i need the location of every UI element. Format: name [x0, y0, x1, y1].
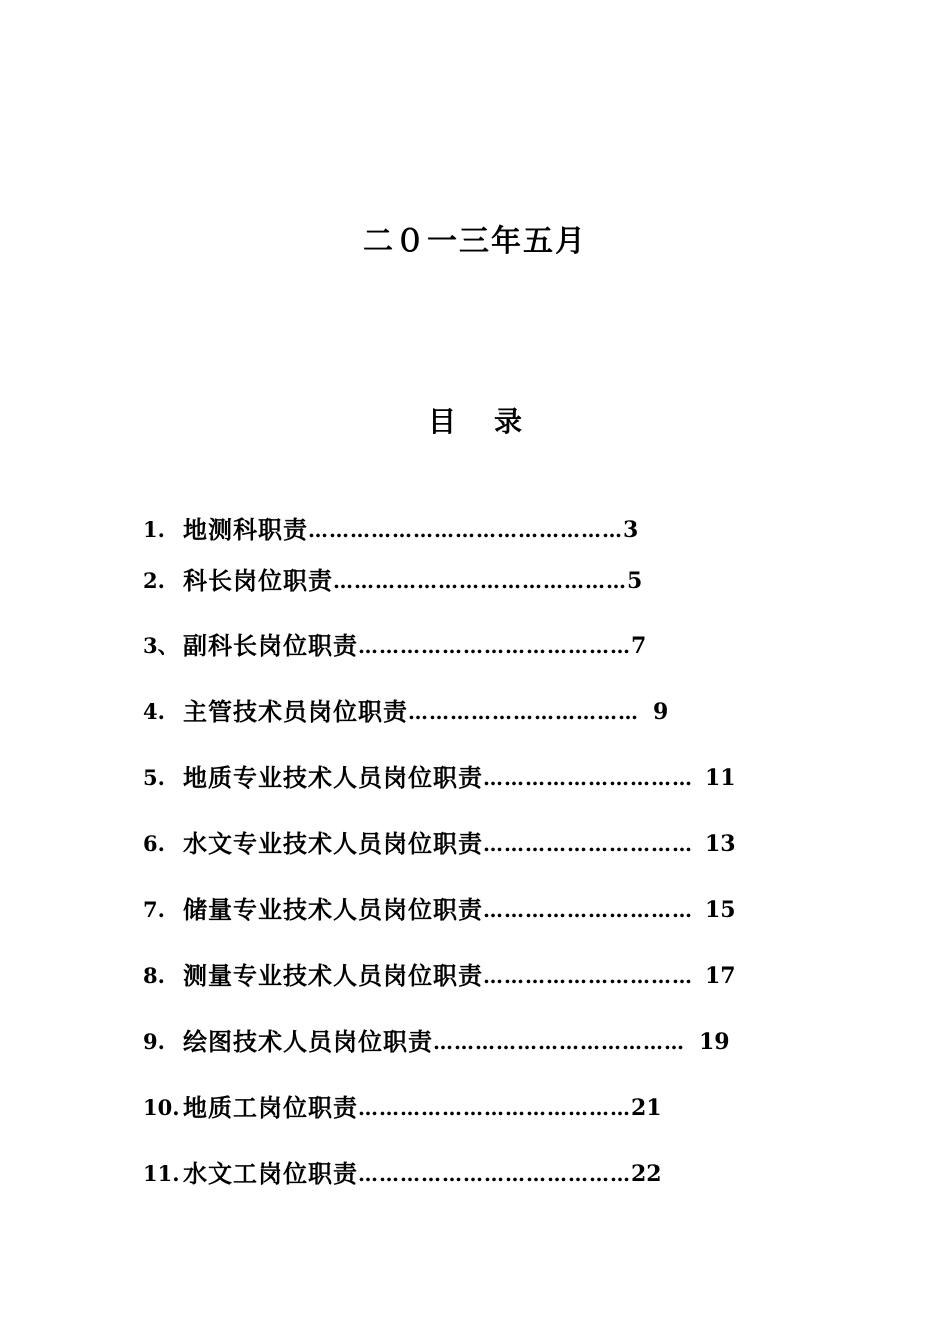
- toc-entry-number: 9.: [143, 1029, 165, 1054]
- toc-entry-leader: ………………………………: [433, 1030, 685, 1054]
- toc-entry[interactable]: [143, 1024, 743, 1060]
- toc-entry-page: 11: [705, 765, 736, 791]
- toc-entry-leader: …………………………: [483, 898, 693, 922]
- toc-entry-page: 15: [705, 897, 736, 923]
- toc-entry-label: 地测科职责: [183, 515, 308, 544]
- toc-entry-number: 4.: [143, 699, 165, 724]
- toc-entry-leader: ………………………………………: [308, 518, 623, 542]
- toc-entry-leader: ……………………………………: [333, 569, 627, 593]
- toc-entry[interactable]: [143, 694, 743, 730]
- toc-entry-page: 22: [631, 1161, 662, 1187]
- document-date: 二０一三年五月: [363, 224, 587, 259]
- toc-entry[interactable]: [143, 1090, 743, 1126]
- toc-entry[interactable]: [143, 826, 743, 862]
- toc-entry-leader: …………………………: [483, 832, 693, 856]
- toc-entry-page: 7: [631, 633, 647, 659]
- toc-entry-page: 9: [653, 699, 669, 725]
- toc-entry-number: 2.: [143, 568, 165, 593]
- toc-entry-leader: …………………………………: [358, 634, 631, 658]
- toc-entry[interactable]: [143, 563, 743, 599]
- toc-entry[interactable]: [143, 892, 743, 928]
- toc-entry[interactable]: [143, 958, 743, 994]
- toc-entry-leader: ……………………………: [408, 700, 639, 724]
- toc-entry-label: 副科长岗位职责: [183, 631, 358, 660]
- toc-entry-page: 17: [705, 963, 736, 989]
- toc-entry-page: 13: [705, 831, 736, 857]
- toc-entry-leader: …………………………: [483, 964, 693, 988]
- toc-entry-label: 地质专业技术人员岗位职责: [183, 763, 483, 792]
- toc-entry-page: 5: [627, 568, 643, 594]
- toc-entry-number: 7.: [143, 897, 165, 922]
- toc-title: 目录: [427, 405, 560, 438]
- toc-entry[interactable]: [143, 760, 743, 796]
- toc-entry-page: 3: [623, 517, 639, 543]
- toc-entry-label: 储量专业技术人员岗位职责: [183, 895, 483, 924]
- toc-entry-label: 地质工岗位职责: [183, 1093, 358, 1122]
- toc-entry-leader: …………………………: [483, 766, 693, 790]
- toc-entry-label: 科长岗位职责: [183, 566, 333, 595]
- toc-entry-number: 11.: [143, 1161, 180, 1186]
- toc-entry[interactable]: [143, 1156, 743, 1192]
- toc-entry-number: 1.: [143, 517, 165, 542]
- toc-entry-page: 21: [631, 1095, 662, 1121]
- toc-entry-leader: …………………………………: [358, 1096, 631, 1120]
- toc-entry-number: 6.: [143, 831, 165, 856]
- toc-entry-page: 19: [699, 1029, 730, 1055]
- toc-entry-leader: …………………………………: [358, 1162, 631, 1186]
- toc-entry[interactable]: [143, 512, 743, 548]
- toc-entry-label: 主管技术员岗位职责: [183, 697, 408, 726]
- toc-entry-number: 5.: [143, 765, 165, 790]
- toc-entry[interactable]: [143, 628, 743, 664]
- toc-entry-label: 测量专业技术人员岗位职责: [183, 961, 483, 990]
- toc-entry-number: 8.: [143, 963, 165, 988]
- toc-entry-label: 水文专业技术人员岗位职责: [183, 829, 483, 858]
- toc-entry-label: 水文工岗位职责: [183, 1159, 358, 1188]
- toc-entry-label: 绘图技术人员岗位职责: [183, 1027, 433, 1056]
- toc-entry-number: 3、: [143, 633, 179, 658]
- toc-entry-number: 10.: [143, 1095, 180, 1120]
